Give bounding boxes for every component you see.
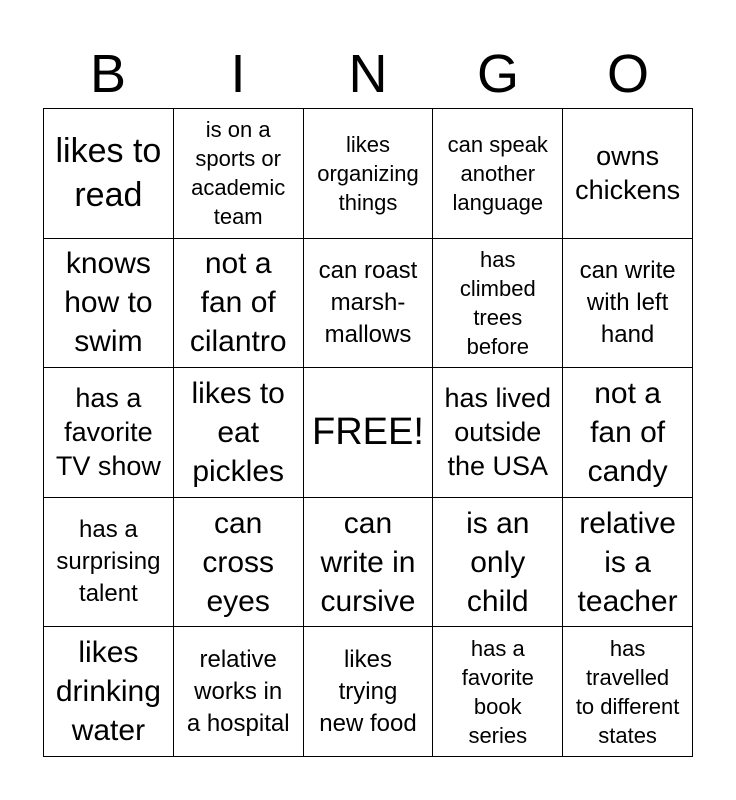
cell-text: relative works in a hospital [186,645,290,737]
cell-text: not a fan of cilantro [189,247,287,359]
cell-text: has lived outside the USA [444,383,552,482]
header-letter-i: I [230,44,246,104]
cell-text: has travelled to different states [575,635,680,748]
free-space[interactable] [304,368,434,498]
cell-text: likes to read [55,132,162,215]
bingo-cell[interactable] [44,109,174,239]
bingo-cell[interactable] [174,109,304,239]
bingo-cell[interactable] [563,368,693,498]
cell-text: can write with left hand [579,256,676,348]
cell-text: likes to eat pickles [191,376,285,488]
cell-text: has climbed trees before [459,246,536,359]
bingo-cell[interactable] [174,627,304,757]
header-letter-n: N [348,44,388,104]
bingo-cell[interactable] [433,109,563,239]
bingo-grid [43,108,693,757]
bingo-cell[interactable] [44,239,174,369]
bingo-cell[interactable] [304,109,434,239]
header-letter-o: O [606,44,649,104]
cell-text: owns chickens [575,141,681,206]
bingo-header [43,40,693,108]
bingo-cell[interactable] [174,498,304,628]
cell-text: has a favorite TV show [55,383,161,482]
bingo-cell[interactable] [563,239,693,369]
cell-text: is on a sports or academic team [191,117,286,230]
cell-text: can write in cursive [320,506,416,618]
cell-text: has a favorite book series [461,635,534,748]
free-space-label: FREE! [312,411,424,454]
cell-text: knows how to swim [64,247,153,359]
bingo-cell[interactable] [563,498,693,628]
cell-text: likes drinking water [55,636,161,748]
cell-text: is an only child [466,506,530,618]
bingo-cell[interactable] [44,627,174,757]
cell-text: not a fan of candy [587,376,668,488]
bingo-cell[interactable] [563,627,693,757]
cell-text: can cross eyes [202,506,275,618]
bingo-cell[interactable] [44,498,174,628]
cell-text: can roast marsh- mallows [318,256,418,348]
cell-text: likes trying new food [319,645,417,737]
cell-text: can speak another language [447,131,548,215]
cell-text: relative is a teacher [577,506,678,618]
bingo-cell[interactable] [174,368,304,498]
bingo-cell[interactable] [304,239,434,369]
header-letter-b: B [89,44,127,104]
cell-text: has a surprising talent [56,516,161,608]
bingo-cell[interactable] [433,368,563,498]
bingo-cell[interactable] [44,368,174,498]
cell-text: likes organizing things [317,131,419,215]
bingo-cell[interactable] [433,239,563,369]
bingo-cell[interactable] [304,627,434,757]
bingo-cell[interactable] [304,498,434,628]
bingo-cell[interactable] [433,627,563,757]
bingo-cell[interactable] [563,109,693,239]
bingo-cell[interactable] [433,498,563,628]
bingo-cell[interactable] [174,239,304,369]
header-letter-g: G [476,44,519,104]
